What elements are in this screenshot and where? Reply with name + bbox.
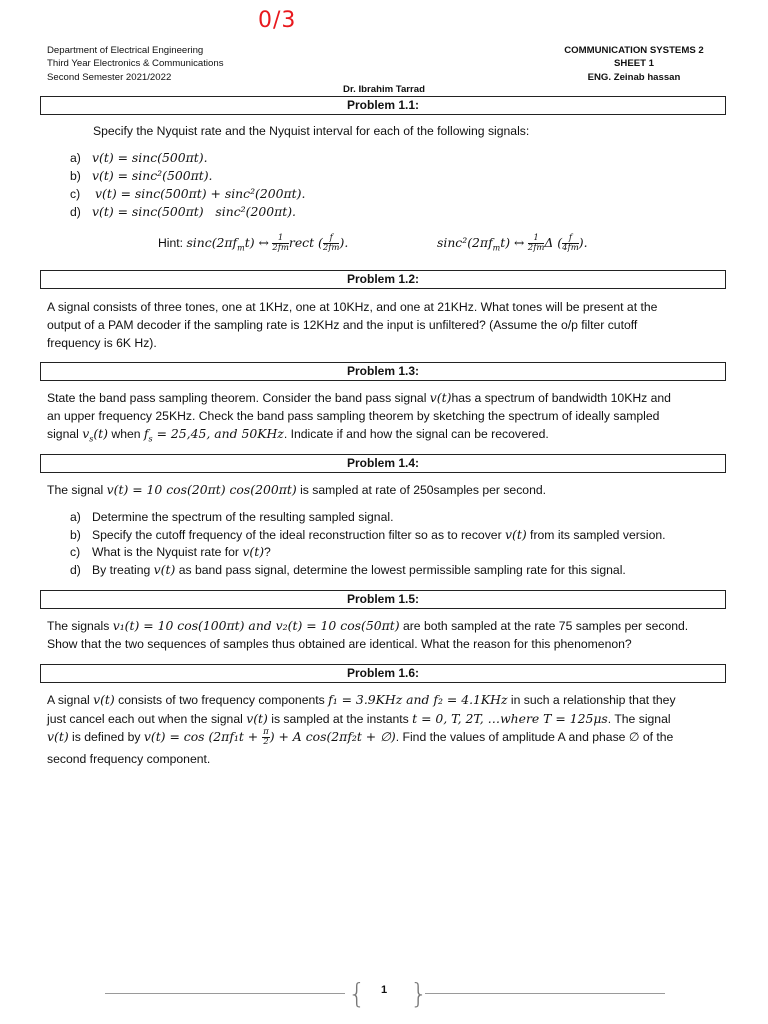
problem-1-1-item-a: a) v(t) = sinc(500πt). <box>70 150 208 165</box>
problem-1-2-text: A signal consists of three tones, one at 1KHz, one at 10KHz, and one at 21KHz. What tones will be present at the output of a PAM decoder if the sampling rate is 12KHz and the input is unfiltered? (Assume the o/p filter cutoff frequency is 6K Hz). <box>47 300 658 350</box>
problem-1-1-item-b: b) v(t) = sinc²(500πt). <box>70 168 213 183</box>
problem-1-4-item-c: c) What is the Nyquist rate for v(t)? <box>70 544 271 559</box>
problem-1-3-title: Problem 1.3: <box>40 362 726 381</box>
problem-1-1-item-c: c) v(t) = sinc(500πt) + sinc²(200πt). <box>70 186 306 201</box>
problem-1-1-intro: Specify the Nyquist rate and the Nyquist interval for each of the following signals: <box>93 124 530 138</box>
department-line: Department of Electrical Engineering <box>47 45 204 56</box>
problem-1-1-item-d: d) v(t) = sinc(500πt) sinc²(200πt). <box>70 204 296 219</box>
problem-1-5-text: The signals v₁(t) = 10 cos(100πt) and v₂(t) = 10 cos(50πt) are both sampled at the rate 75 samples per second. Show that the two sequences of samples thus obtained are identical. What the reason for this phenomenon? <box>47 618 689 651</box>
page-number: 1 <box>380 984 388 996</box>
problem-1-6-text: A signal v(t) consists of two frequency components f₁ = 3.9KHz and f₂ = 4.1KHz in such a relationship that they just cancel each out when the signal v(t) is sampled at the instants t = 0, T, 2T, …where T = 125μs. The signal v(t) is defined by v(t) = cos (2πf₁t + $\frac{\pi}{2}$ ) + A cos(2πf₂t + ∅). Find the values of amplitude A and phase ∅ of the second frequency component. <box>47 692 676 767</box>
hint-sinc-squared: $\sin c^2(2\pi f_mt)$ ↔ $\frac{1}{2fm}$ Δ ( $\frac{f}{4fm}$ ). <box>437 233 588 254</box>
problem-1-1-title: Problem 1.1: <box>40 96 726 115</box>
instructor-name: Dr. Ibrahim Tarrad <box>343 84 425 95</box>
problem-1-3-text: State the band pass sampling theorem. Consider the band pass signal v(t)has a spectrum of bandwidth 10KHz and an upper frequency 25KHz. Check the band pass sampling theorem by sketching the spectrum of ideally sampled signal $v_s(t)$ when $f_s = 25,45$, and 50KHz. Indicate if and how the signal can be recovered. <box>47 390 671 444</box>
problem-1-6-title: Problem 1.6: <box>40 664 726 683</box>
engineer-name: ENG. Zeinab hassan <box>587 71 681 83</box>
problem-1-4-item-b: b) Specify the cutoff frequency of the ideal reconstruction filter so as to recover v(t) from its sampled version. <box>70 527 666 542</box>
phase-fraction: $\frac{\pi}{2}$ <box>263 727 269 748</box>
problem-1-2-title: Problem 1.2: <box>40 270 726 289</box>
grade-mark: 0/3 <box>258 8 297 33</box>
problem-1-4-item-d: d) By treating v(t) as band pass signal, determine the lowest permissible sampling rate for this signal. <box>70 562 626 577</box>
hint1-arg-fraction: $\frac{f}{2fm}$ <box>322 233 340 254</box>
footer-brace-right: } <box>410 977 428 1010</box>
year-line: Third Year Electronics & Communications <box>47 58 224 70</box>
problem-1-4-intro: The signal v(t) = 10 cos(20πt) cos(200πt) is sampled at rate of 250samples per second. <box>47 482 547 497</box>
hint-sinc: Hint: $\sin c(2\pi f_mt)$ ↔ $\frac{1}{2fm}$ rect ( $\frac{f}{2fm}$ ). <box>158 233 349 254</box>
footer-rule-right <box>425 993 665 994</box>
sheet-number: SHEET 1 <box>614 58 654 70</box>
hint1-fraction: $\frac{1}{2fm}$ <box>272 233 289 254</box>
header-department <box>47 44 224 84</box>
problem-1-5-title: Problem 1.5: <box>40 590 726 609</box>
header-course <box>548 44 720 84</box>
footer-brace-left: { <box>348 977 366 1010</box>
course-name: COMMUNICATION SYSTEMS 2 <box>564 45 704 56</box>
semester-line: Second Semester 2021/2022 <box>47 71 172 83</box>
hint2-fraction: $\frac{1}{2fm}$ <box>527 233 545 254</box>
footer-rule-left <box>105 993 345 994</box>
problem-1-4-item-a: a) Determine the spectrum of the resulting sampled signal. <box>70 510 394 524</box>
problem-1-4-title: Problem 1.4: <box>40 454 726 473</box>
hint2-arg-fraction: $\frac{f}{4fm}$ <box>562 233 579 254</box>
